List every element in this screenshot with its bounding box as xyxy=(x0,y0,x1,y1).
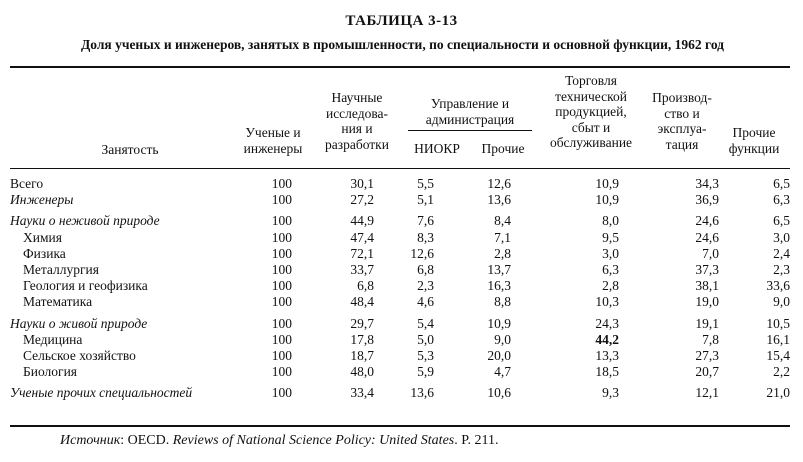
cell-value: 24,6 xyxy=(695,213,719,229)
header-other-management: Прочие xyxy=(481,141,525,156)
cell-value: 12,1 xyxy=(695,385,719,401)
cell-value: 5,9 xyxy=(417,364,434,380)
cell-value: 72,1 xyxy=(350,245,374,261)
table-row xyxy=(10,278,790,294)
cell-value: 10,9 xyxy=(595,176,619,191)
table-row xyxy=(10,246,790,262)
cell-value: 8,4 xyxy=(494,213,511,229)
cell-value: 44,2 xyxy=(595,331,619,347)
bottom-rule xyxy=(10,425,790,427)
cell-value: 48,4 xyxy=(350,294,374,310)
header-rule xyxy=(10,168,790,169)
cell-value: 100 xyxy=(271,294,292,310)
cell-value: 100 xyxy=(271,192,292,208)
cell-value: 7,8 xyxy=(702,331,719,347)
cell-value: 20,0 xyxy=(487,348,511,364)
cell-value: 5,1 xyxy=(417,192,434,208)
header-niokr: НИОКР xyxy=(414,141,460,156)
cell-value: 17,8 xyxy=(350,331,374,347)
cell-value: 33,6 xyxy=(766,278,790,294)
row-label: Сельское хозяйство xyxy=(23,348,136,364)
cell-value: 100 xyxy=(271,331,292,347)
source-work: Reviews of National Science Policy: United States xyxy=(172,433,455,448)
cell-value: 3,0 xyxy=(773,229,790,245)
cell-value: 6,8 xyxy=(357,278,374,294)
cell-value: 30,1 xyxy=(350,176,374,191)
cell-value: 18,5 xyxy=(595,364,619,380)
cell-value: 7,0 xyxy=(702,245,719,261)
cell-value: 100 xyxy=(271,278,292,294)
cell-value: 9,5 xyxy=(602,229,619,245)
cell-value: 33,4 xyxy=(350,385,374,401)
cell-value: 5,4 xyxy=(417,315,434,331)
data-table xyxy=(10,176,790,402)
cell-value: 38,1 xyxy=(695,278,719,294)
row-label: Геология и геофизика xyxy=(23,278,148,294)
cell-value: 13,7 xyxy=(487,262,511,278)
cell-value: 48,0 xyxy=(350,364,374,380)
header-occupation: Занятость xyxy=(101,142,159,157)
table-row xyxy=(10,176,790,192)
cell-value: 16,1 xyxy=(766,331,790,347)
cell-value: 37,3 xyxy=(695,262,719,278)
row-label: Инженеры xyxy=(10,192,74,208)
cell-value: 4,6 xyxy=(417,294,434,310)
header-management-group: Управление и администрация xyxy=(425,96,515,127)
cell-value: 2,8 xyxy=(602,278,619,294)
cell-value: 100 xyxy=(271,262,292,278)
cell-value: 2,3 xyxy=(417,278,434,294)
cell-value: 10,3 xyxy=(595,294,619,310)
cell-value: 29,7 xyxy=(350,315,374,331)
row-label: Металлургия xyxy=(23,262,99,278)
cell-value: 10,9 xyxy=(595,192,619,208)
table-row xyxy=(10,332,790,348)
cell-value: 13,6 xyxy=(487,192,511,208)
table-row xyxy=(10,380,790,401)
header-trade: Торговля технической продукцией, сбыт и обслуживание xyxy=(549,73,633,150)
cell-value: 10,5 xyxy=(766,315,790,331)
cell-value: 6,3 xyxy=(602,262,619,278)
cell-value: 9,0 xyxy=(494,331,511,347)
cell-value: 100 xyxy=(271,213,292,229)
group-rule xyxy=(408,130,532,131)
source-prefix: Источник xyxy=(60,433,121,448)
cell-value: 100 xyxy=(271,229,292,245)
cell-value: 33,7 xyxy=(350,262,374,278)
cell-value: 6,5 xyxy=(773,176,790,191)
cell-value: 18,7 xyxy=(350,348,374,364)
table-row xyxy=(10,294,790,310)
row-label: Ученые прочих специальностей xyxy=(10,385,193,401)
row-label: Всего xyxy=(10,176,44,191)
cell-value: 13,6 xyxy=(410,385,434,401)
cell-value: 6,8 xyxy=(417,262,434,278)
cell-value: 100 xyxy=(271,245,292,261)
header-other-functions: Прочие функции xyxy=(728,125,780,156)
cell-value: 2,3 xyxy=(773,262,790,278)
cell-value: 27,2 xyxy=(350,192,374,208)
table-row xyxy=(10,208,790,229)
cell-value: 12,6 xyxy=(410,245,434,261)
cell-value: 100 xyxy=(271,385,292,401)
row-label: Физика xyxy=(23,245,66,261)
row-label: Медицина xyxy=(23,331,83,347)
table-row xyxy=(10,348,790,364)
row-label: Науки о живой природе xyxy=(10,315,148,331)
cell-value: 2,8 xyxy=(494,245,511,261)
cell-value: 15,4 xyxy=(766,348,790,364)
cell-value: 100 xyxy=(271,176,292,191)
cell-value: 12,6 xyxy=(487,176,511,191)
row-label: Биология xyxy=(23,364,78,380)
row-label: Химия xyxy=(23,229,62,245)
cell-value: 8,0 xyxy=(602,213,619,229)
cell-value: 2,4 xyxy=(773,245,790,261)
table-row xyxy=(10,262,790,278)
table-row xyxy=(10,364,790,380)
cell-value: 2,2 xyxy=(773,364,790,380)
cell-value: 27,3 xyxy=(695,348,719,364)
cell-value: 9,3 xyxy=(602,385,619,401)
header-scientists: Ученые и инженеры xyxy=(243,125,303,156)
cell-value: 5,5 xyxy=(417,176,434,191)
header-production: Производ- ство и эксплуа- тация xyxy=(652,90,712,152)
cell-value: 13,3 xyxy=(595,348,619,364)
cell-value: 10,6 xyxy=(487,385,511,401)
cell-value: 19,0 xyxy=(695,294,719,310)
cell-value: 24,3 xyxy=(595,315,619,331)
cell-value: 100 xyxy=(271,315,292,331)
cell-value: 6,3 xyxy=(773,192,790,208)
cell-value: 34,3 xyxy=(695,176,719,191)
cell-value: 9,0 xyxy=(773,294,790,310)
cell-value: 4,7 xyxy=(494,364,511,380)
cell-value: 10,9 xyxy=(487,315,511,331)
row-label: Математика xyxy=(23,294,93,310)
cell-value: 44,9 xyxy=(350,213,374,229)
cell-value: 47,4 xyxy=(350,229,374,245)
cell-value: 100 xyxy=(271,364,292,380)
top-rule xyxy=(10,66,790,68)
cell-value: 20,7 xyxy=(695,364,719,380)
table-subtitle: Доля ученых и инженеров, занятых в промышленности, по специальности и основной функции, 1962 год xyxy=(80,37,725,52)
cell-value: 6,5 xyxy=(773,213,790,229)
row-label: Науки о неживой природе xyxy=(10,213,160,229)
cell-value: 5,0 xyxy=(417,331,434,347)
cell-value: 7,6 xyxy=(417,213,434,229)
header-research: Научные исследова- ния и разработки xyxy=(325,90,389,152)
source-colon: : OECD. xyxy=(120,433,173,448)
cell-value: 7,1 xyxy=(494,229,511,245)
cell-value: 19,1 xyxy=(695,315,719,331)
source-suffix: . P. 211. xyxy=(454,433,499,448)
cell-value: 24,6 xyxy=(695,229,719,245)
cell-value: 8,3 xyxy=(417,229,434,245)
cell-value: 3,0 xyxy=(602,245,619,261)
cell-value: 8,8 xyxy=(494,294,511,310)
table-row xyxy=(10,230,790,246)
source-note xyxy=(60,433,498,449)
table-row xyxy=(10,192,790,208)
cell-value: 5,3 xyxy=(417,348,434,364)
table-row xyxy=(10,311,790,332)
cell-value: 21,0 xyxy=(766,385,790,401)
cell-value: 36,9 xyxy=(695,192,719,208)
table-title: ТАБЛИЦА 3-13 xyxy=(345,13,458,29)
cell-value: 16,3 xyxy=(487,278,511,294)
cell-value: 100 xyxy=(271,348,292,364)
